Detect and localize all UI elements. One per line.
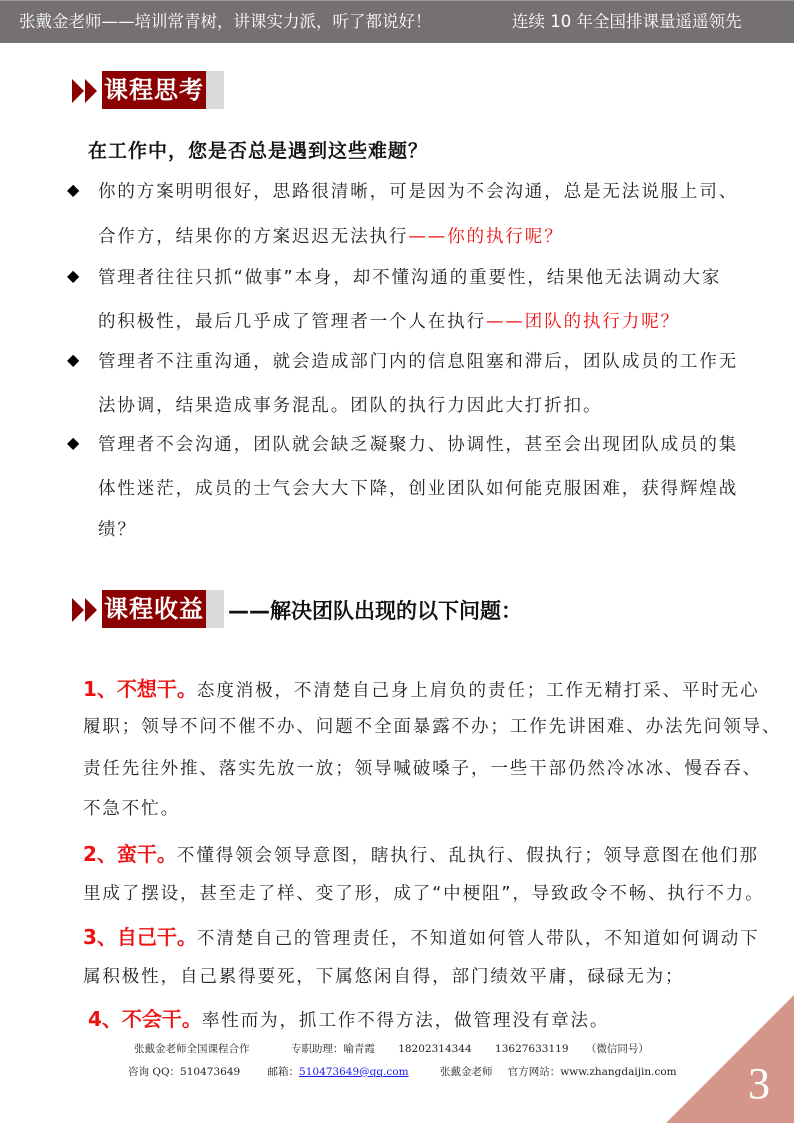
benefit-text-line <box>83 880 765 905</box>
text: 管理者不会沟通，团队就会缺乏凝聚力、协调性，甚至会出现团队成员的集 <box>98 435 739 455</box>
text: 履职；领导不问不催不办、问题不全面暴露不办；工作先讲困难、办法先问领导、 <box>83 717 782 737</box>
section-subtitle: ——解决团队出现的以下问题： <box>228 599 522 623</box>
text: 态度消极，不清楚自己身上肩负的责任；工作无精打采、平时无心 <box>196 681 760 701</box>
section-title: 课程思考 <box>102 71 206 109</box>
double-arrow-icon <box>72 79 102 103</box>
footer-line-1 <box>134 1041 649 1056</box>
text: 管理者往往只抓“做事”本身，却不懂沟通的重要性，结果他无法调动大家 <box>98 268 722 288</box>
benefit-text-line <box>83 713 781 738</box>
section-heading-benefits <box>72 590 672 628</box>
header-tagline: 连续 10 年全国排课量遥遥领先 <box>512 12 742 31</box>
footer-email-link[interactable]: 510473649@qq.com <box>299 1066 409 1078</box>
text: 不清楚自己的管理责任，不知道如何管人带队，不知道如何调动下 <box>196 929 760 949</box>
section-heading-thinking <box>72 71 232 109</box>
page-number: 3 <box>748 1059 770 1108</box>
diamond-bullet-icon: ◆ <box>67 266 80 285</box>
problem-text-line <box>98 516 137 541</box>
text: 里成了摆设，甚至走了样、变了形，成了“中梗阻”，导致政令不畅、执行不力。 <box>83 884 765 904</box>
diamond-bullet-icon: ◆ <box>67 350 80 369</box>
problem-text-line <box>98 475 738 500</box>
highlight-text: ——团队的执行力呢？ <box>486 312 680 332</box>
footer-phone-1: 18202314344 <box>398 1043 472 1055</box>
benefit-label: 4、不会干。 <box>88 1007 202 1031</box>
text: 不急不忙。 <box>83 799 180 819</box>
benefit-text-line <box>83 755 762 780</box>
footer-name: 张戴金老师 <box>439 1066 493 1078</box>
header-slogan: 张戴金老师——培训常青树，讲课实力派，听了都说好！ <box>19 12 432 31</box>
benefit-text-line <box>83 963 684 988</box>
page-header <box>0 0 794 43</box>
double-arrow-icon <box>72 598 102 622</box>
text: 体性迷茫，成员的士气会大大下降，创业团队如何能克服困难，获得辉煌战 <box>98 479 739 499</box>
text: 合作方，结果你的方案迟迟无法执行 <box>98 227 409 247</box>
footer-wechat-note: （微信同号） <box>585 1043 649 1055</box>
highlight-text: ——你的执行呢？ <box>408 227 564 247</box>
benefit-text-line <box>83 838 759 867</box>
benefit-text-line <box>88 1003 609 1032</box>
footer-email-label: 邮箱： <box>267 1066 300 1078</box>
text: 你的方案明明很好，思路很清晰，可是因为不会沟通，总是无法说服上司、 <box>98 182 739 202</box>
benefit-text-line <box>83 921 760 950</box>
text: 责任先往外推、落实先放一放；领导喊破嗓子，一些干部仍然冷冰冰、慢吞吞、 <box>83 759 762 779</box>
benefit-label: 2、蛮干。 <box>83 842 177 866</box>
problem-text-line <box>98 392 602 417</box>
page-corner-decoration <box>666 995 794 1123</box>
benefit-label: 3、自己干。 <box>83 925 197 949</box>
text: 管理者不注重沟通，就会造成部门内的信息阻塞和滞后，团队成员的工作无 <box>98 352 739 372</box>
diamond-bullet-icon: ◆ <box>67 433 80 452</box>
text: 绩？ <box>98 520 137 540</box>
footer-line-2 <box>128 1064 677 1079</box>
section-title: 课程收益 <box>102 590 206 628</box>
benefit-label: 1、不想干。 <box>83 677 197 701</box>
diamond-bullet-icon: ◆ <box>67 180 80 199</box>
footer-website: 官方网站：www.zhangdaijin.com <box>507 1066 677 1078</box>
footer-phone-2: 13627633119 <box>495 1043 569 1055</box>
text: 属积极性，自己累得要死，下属悠闲自得，部门绩效平庸，碌碌无为； <box>83 967 685 987</box>
text: 法协调，结果造成事务混乱。团队的执行力因此大打折扣。 <box>98 396 603 416</box>
problem-text-line <box>98 348 738 373</box>
section-question: 在工作中，您是否总是遇到这些难题？ <box>88 140 429 162</box>
text: 不懂得领会领导意图，瞎执行、乱执行、假执行；领导意图在他们那 <box>176 846 759 866</box>
problem-text-line <box>98 178 738 203</box>
benefit-text-line <box>83 795 180 820</box>
benefit-text-line <box>83 673 760 702</box>
footer-qq: 咨询 QQ：510473649 <box>128 1066 241 1078</box>
text: 的积极性，最后几乎成了管理者一个人在执行 <box>98 312 486 332</box>
footer-assistant: 专职助理：喻青霞 <box>290 1043 375 1055</box>
footer-cooperation: 张戴金老师全国课程合作 <box>134 1043 250 1055</box>
problem-text-line <box>98 431 738 456</box>
problem-text-line <box>98 264 721 289</box>
problem-text-line <box>98 223 564 248</box>
text: 率性而为，抓工作不得方法，做管理没有章法。 <box>201 1011 610 1031</box>
problem-text-line <box>98 308 680 333</box>
